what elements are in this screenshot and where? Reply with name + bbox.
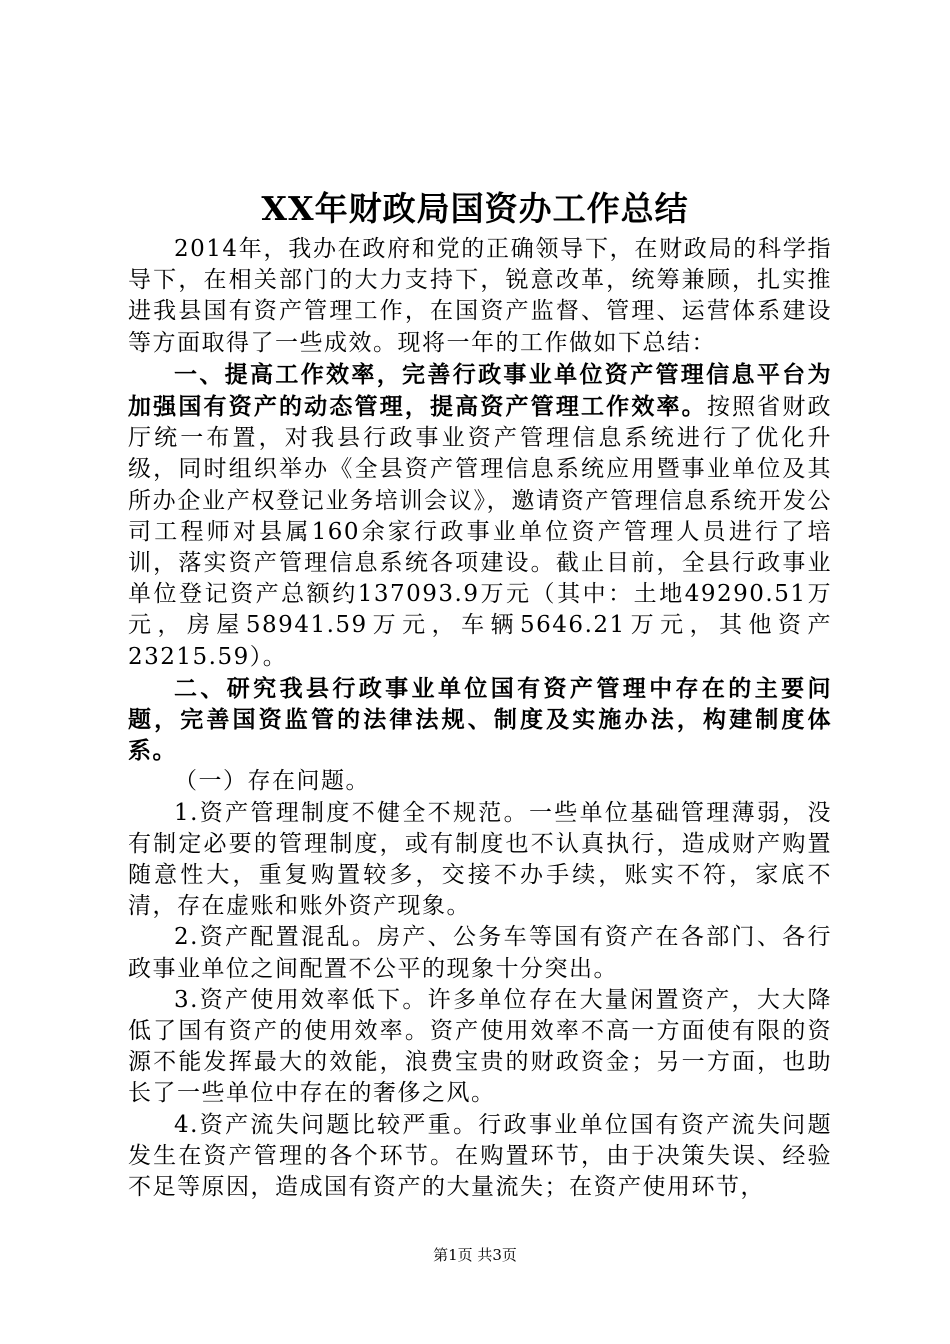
paragraph-item-1: 1.资产管理制度不健全不规范。一些单位基础管理薄弱，没有制定必要的管理制度，或有制度也不认真执行，造成财产购置随意性大，重复购置较多，交接不办手续，账实不符，家底不清，存在虚账和账外资产现象。 bbox=[128, 799, 832, 920]
section-one-heading: 一、提高工作效率，完善行政事业单位资产管理信息平台为加强国有资产的动态管理，提高资产管理工作效率。 bbox=[128, 360, 832, 421]
paragraph-section-one bbox=[128, 359, 832, 673]
subsection-heading: （一）存在问题。 bbox=[174, 768, 370, 795]
paragraph-item-4: 4.资产流失问题比较严重。行政事业单位国有资产流失问题发生在资产管理的各个环节。在购置环节，由于决策失误、经验不足等原因，造成国有资产的大量流失；在资产使用环节， bbox=[128, 1111, 832, 1201]
document-title: XX年财政局国资办工作总结 bbox=[261, 189, 689, 228]
page-footer: 第1页 共3页 bbox=[433, 1246, 517, 1264]
paragraph-intro: 2014年，我办在政府和党的正确领导下，在财政局的科学指导下，在相关部门的大力支持下，锐意改革，统筹兼顾，扎实推进我县国有资产管理工作，在国资产监督、管理、运营体系建设等方面取得了一些成效。现将一年的工作做如下总结： bbox=[128, 236, 832, 356]
paragraph-item-2: 2.资产配置混乱。房产、公务车等国有资产在各部门、各行政事业单位之间配置不公平的现象十分突出。 bbox=[128, 924, 832, 982]
section-two-heading: 二、研究我县行政事业单位国有资产管理中存在的主要问题，完善国资监管的法律法规、制度及实施办法，构建制度体系。 bbox=[128, 674, 832, 765]
paragraph-item-3: 3.资产使用效率低下。许多单位存在大量闲置资产，大大降低了国有资产的使用效率。资产使用效率不高一方面使有限的资源不能发挥最大的效能，浪费宝贵的财政资金；另一方面，也助长了一些单位中存在的奢侈之风。 bbox=[128, 986, 832, 1107]
document-body bbox=[128, 234, 832, 1203]
section-one-text: 按照省财政厅统一布置，对我县行政事业资产管理信息系统进行了优化升级，同时组织举办《全县资产管理信息系统应用暨事业单位及其所办企业产权登记业务培训会议》，邀请资产管理信息系统开发公司工程师对县属160余家行政事业单位资产管理人员进行了培训，落实资产管理信息系统各项建设。截止目前，全县行政事业单位登记资产总额约137093.9万元（其中：土地49290.51万元，房屋58941.59万元，车辆5646.21万元，其他资产23215.59）。 bbox=[128, 394, 833, 670]
